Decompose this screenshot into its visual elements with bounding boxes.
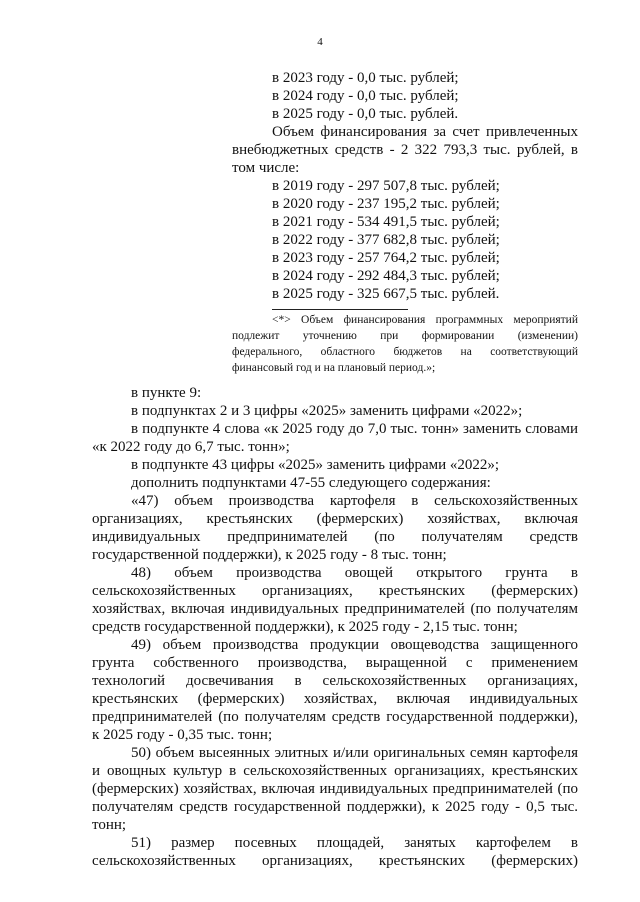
body-line: 50) объем высеянных элитных и/или оригинальных семян картофеля — [131, 745, 578, 761]
budget-2025-line: в 2025 году - 0,0 тыс. рублей. — [272, 106, 459, 122]
extrabudget-year-line: в 2019 году - 297 507,8 тыс. рублей; — [272, 178, 500, 194]
footnote-line: <*> Объем финансирования программных мероприятий — [272, 314, 578, 326]
body-line: в пункте 9: — [131, 385, 202, 401]
body-line: сельскохозяйственных организациях, крестьянских (фермерских) — [92, 853, 578, 869]
body-line: в подпункте 43 цифры «2025» заменить цифрами «2022»; — [131, 457, 500, 473]
body-line: технологий досвечивания в сельскохозяйственных организациях, — [92, 673, 578, 689]
extrabudget-year-line: в 2023 году - 257 764,2 тыс. рублей; — [272, 250, 500, 266]
body-line: крестьянских (фермерских) хозяйствах, включая индивидуальных — [92, 691, 578, 707]
body-line: и овощных культур в сельскохозяйственных организациях, крестьянских — [92, 763, 578, 779]
body-line: в подпунктах 2 и 3 цифры «2025» заменить цифрами «2022»; — [131, 403, 523, 419]
body-line: «47) объем производства картофеля в сельскохозяйственных — [131, 493, 578, 509]
footnote-line: федерального, областного бюджетов на соответствующий — [232, 346, 578, 358]
body-line: «к 2022 году до 6,7 тыс. тонн»; — [92, 439, 290, 455]
budget-2024-line: в 2024 году - 0,0 тыс. рублей; — [272, 88, 459, 104]
body-line: в подпункте 4 слова «к 2025 году до 7,0 тыс. тонн» заменить словами — [131, 421, 578, 437]
extrabudget-year-line: в 2024 году - 292 484,3 тыс. рублей; — [272, 268, 500, 284]
footnote-line: финансовый год и на плановый период.»; — [232, 362, 436, 374]
extrabudget-intro-line: Объем финансирования за счет привлеченных — [272, 124, 578, 140]
body-line: 51) размер посевных площадей, занятых картофелем в — [131, 835, 578, 851]
extrabudget-year-line: в 2020 году - 237 195,2 тыс. рублей; — [272, 196, 500, 212]
extrabudget-year-line: в 2022 году - 377 682,8 тыс. рублей; — [272, 232, 500, 248]
body-line: тонн; — [92, 817, 127, 833]
footnote-separator — [272, 309, 408, 310]
body-line: 48) объем производства овощей открытого грунта в — [131, 565, 578, 581]
footnote-line: подлежит уточнению при формировании (изменении) — [232, 330, 578, 342]
body-line: индивидуальных предпринимателей (по получателям средств — [92, 529, 578, 545]
body-line: 49) объем производства продукции овощеводства защищенного — [131, 637, 578, 653]
body-line: организациях, крестьянских (фермерских) хозяйствах, включая — [92, 511, 578, 527]
body-line: предпринимателей (по получателям средств государственной поддержки), — [92, 709, 578, 725]
body-line: хозяйствах, включая индивидуальных предпринимателей (по получателям — [92, 601, 578, 617]
extrabudget-year-line: в 2021 году - 534 491,5 тыс. рублей; — [272, 214, 500, 230]
body-line: средств государственной поддержки), к 2025 году - 2,15 тыс. тонн; — [92, 619, 518, 635]
extrabudget-intro-line: внебюджетных средств - 2 322 793,3 тыс. рублей, в — [232, 142, 578, 158]
body-line: сельскохозяйственных организациях, крестьянских (фермерских) — [92, 583, 578, 599]
extrabudget-intro-line: том числе: — [232, 160, 300, 176]
body-line: государственной поддержки), к 2025 году - 8 тыс. тонн; — [92, 547, 447, 563]
body-line: к 2025 году - 0,35 тыс. тонн; — [92, 727, 273, 743]
body-line: грунта собственного производства, выращенной с применением — [92, 655, 578, 671]
body-line: дополнить подпунктами 47-55 следующего содержания: — [131, 475, 491, 491]
page-number: 4 — [317, 36, 323, 48]
budget-2023-line: в 2023 году - 0,0 тыс. рублей; — [272, 70, 459, 86]
extrabudget-year-line: в 2025 году - 325 667,5 тыс. рублей. — [272, 286, 500, 302]
body-line: получателям средств государственной поддержки), к 2025 году - 0,5 тыс. — [92, 799, 578, 815]
body-line: (фермерских) хозяйствах, включая индивидуальных предпринимателей (по — [92, 781, 578, 797]
